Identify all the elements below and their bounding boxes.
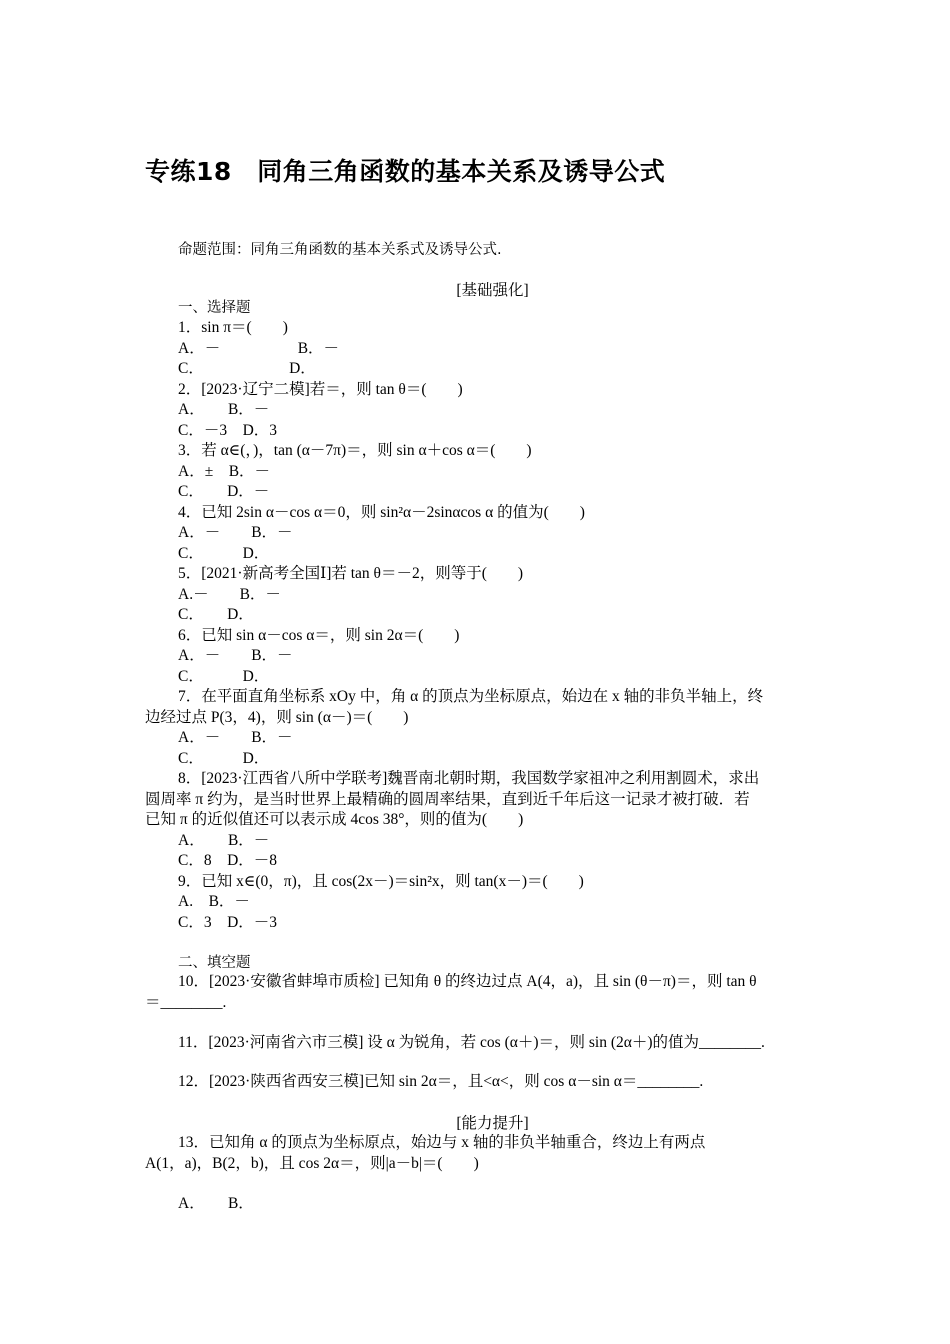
question-4: 4．已知 2sin α－cos α＝0，则 sin²α－2sinαcos α 的值为( ) <box>178 504 585 521</box>
question-10-line-2: ＝________. <box>145 994 227 1011</box>
part1-heading: 一、选择题 <box>178 300 251 316</box>
question-8-line-2: 圆周率 π 约为，是当时世界上最精确的圆周率结果，直到近千年后这一记录才被打破．若 <box>145 791 750 808</box>
page-title: 专练18 同角三角函数的基本关系及诱导公式 <box>145 157 666 186</box>
question-10-line-1: 10．[2023·安徽省蚌埠市质检] 已知角 θ 的终边过点 A(4，a)，且 sin (θ－π)＝，则 tan θ <box>178 973 757 990</box>
question-6: 6．已知 sin α－cos α＝，则 sin 2α＝( ) <box>178 627 460 644</box>
question-7-line-2: 边经过点 P(3，4)，则 sin (α－)＝( ) <box>145 709 409 726</box>
question-9: 9．已知 x∈(0，π)，且 cos(2x－)＝sin²x，则 tan(x－)＝( ) <box>178 873 584 890</box>
question-5-options-ab: A.－ B．－ <box>178 586 281 603</box>
question-5: 5．[2021·新高考全国Ⅰ]若 tan θ＝－2，则等于( ) <box>178 565 524 582</box>
question-13-options-ab: A． B． <box>178 1195 254 1212</box>
question-8-line-3: 已知 π 的近似值还可以表示成 4cos 38°，则的值为( ) <box>145 811 524 828</box>
question-1-options-ab: A．－ B．－ <box>178 340 340 357</box>
question-3-options-ab: A．± B．－ <box>178 463 271 480</box>
question-9-options-ab: A. B．－ <box>178 893 250 910</box>
section-ability-heading: [能力提升] <box>456 1115 529 1132</box>
question-3: 3．若 α∈(，)，tan (α－7π)＝，则 sin α＋cos α＝( ) <box>178 442 532 459</box>
question-13-line-2: A(1，a)，B(2，b)，且 cos 2α＝，则|a－b|＝( ) <box>145 1155 479 1172</box>
question-7-line-1: 7．在平面直角坐标系 xOy 中，角 α 的顶点为坐标原点，始边在 x 轴的非负半轴上，终 <box>178 688 764 705</box>
section-basic-heading: [基础强化] <box>456 282 529 299</box>
question-2-options-cd: C．－3 D．3 <box>178 422 278 439</box>
question-1-options-cd: C． D． <box>178 360 316 377</box>
scope-line: 命题范围：同角三角函数的基本关系式及诱导公式. <box>178 242 502 258</box>
question-6-options-cd: C． D． <box>178 668 270 685</box>
question-5-options-cd: C． D． <box>178 606 254 623</box>
question-8-line-1: 8．[2023·江西省八所中学联考]魏晋南北朝时期，我国数学家祖冲之利用割圆术，求出 <box>178 770 760 787</box>
question-4-options-ab: A．－ B．－ <box>178 524 293 541</box>
question-12: 12．[2023·陕西省西安三模]已知 sin 2α＝，且<α<，则 cos α－sin α＝________. <box>178 1073 704 1090</box>
question-4-options-cd: C． D． <box>178 545 270 562</box>
question-7-options-ab: A．－ B．－ <box>178 729 293 746</box>
question-13-line-1: 13．已知角 α 的顶点为坐标原点，始边与 x 轴的非负半轴重合，终边上有两点 <box>178 1134 706 1151</box>
question-7-options-cd: C． D． <box>178 750 270 767</box>
question-6-options-ab: A．－ B．－ <box>178 647 293 664</box>
question-9-options-cd: C．3 D．－3 <box>178 914 278 931</box>
part2-heading: 二、填空题 <box>178 955 251 971</box>
question-8-options-ab: A． B．－ <box>178 832 270 849</box>
question-1: 1．sin π＝( ) <box>178 319 288 336</box>
question-2-options-ab: A． B．－ <box>178 401 270 418</box>
question-8-options-cd: C．8 D．－8 <box>178 852 278 869</box>
question-11: 11．[2023·河南省六市三模] 设 α 为锐角，若 cos (α＋)＝，则 sin (2α＋)的值为________. <box>178 1034 765 1051</box>
question-2: 2．[2023·辽宁二模]若＝，则 tan θ＝( ) <box>178 381 463 398</box>
question-3-options-cd: C． D．－ <box>178 483 270 500</box>
